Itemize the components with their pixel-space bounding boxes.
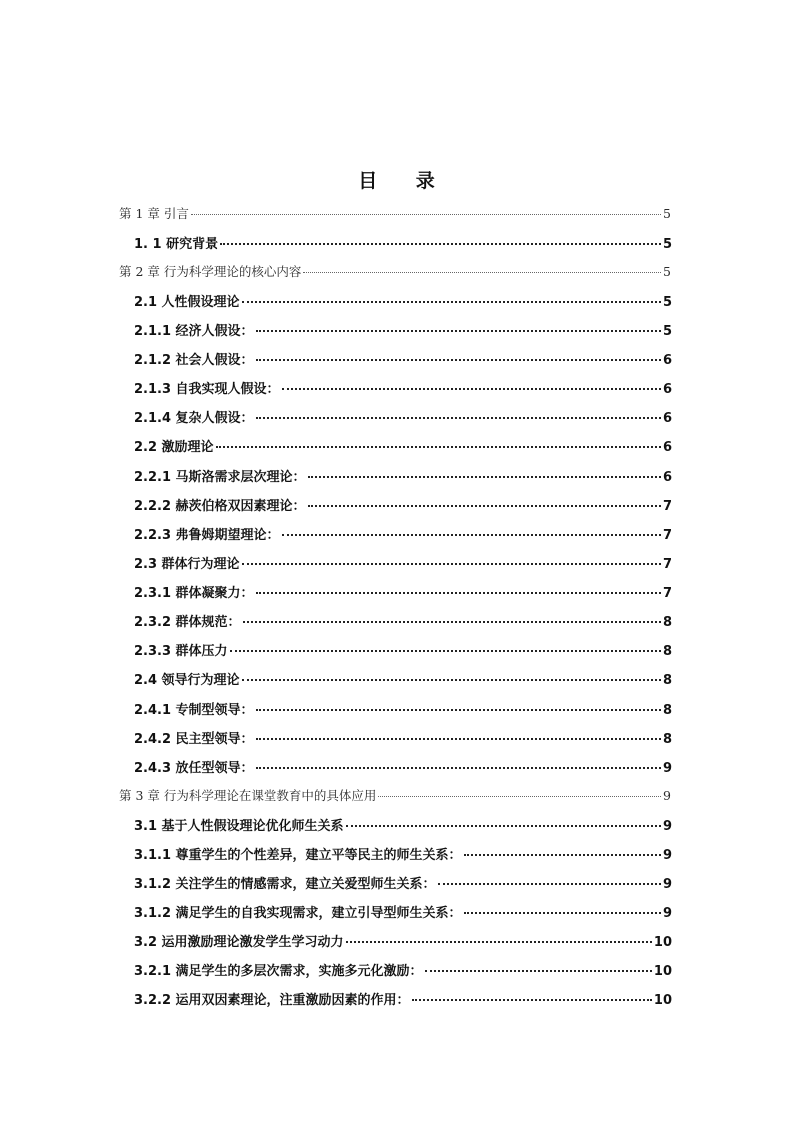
toc-entry-label: 2.1.4 复杂人假设： [134, 411, 254, 426]
toc-dot-leader [303, 272, 661, 273]
toc-dot-leader [256, 709, 661, 711]
toc-entry-label: 2.4.3 放任型领导： [134, 761, 254, 776]
toc-page-number: 9 [662, 877, 672, 892]
toc-dot-leader [438, 883, 661, 885]
toc-section-entry[interactable] [134, 873, 672, 892]
toc-section-entry[interactable] [134, 495, 672, 514]
toc-page-number: 8 [662, 615, 672, 630]
toc-entry-label: 2.3.3 群体压力 [134, 644, 228, 659]
toc-page-number: 9 [662, 819, 672, 834]
toc-page-number: 6 [662, 353, 672, 368]
toc-dot-leader [230, 650, 661, 652]
toc-chapter-entry[interactable] [119, 262, 671, 280]
toc-section-entry[interactable] [134, 640, 672, 659]
toc-entry-label: 2.3.2 群体规范： [134, 615, 241, 630]
toc-entry-label: 3.1.2 关注学生的情感需求，建立关爱型师生关系： [134, 877, 436, 892]
toc-dot-leader [256, 417, 661, 419]
toc-section-entry[interactable] [134, 699, 672, 718]
toc-dot-leader [425, 970, 652, 972]
toc-page-number: 10 [653, 964, 672, 979]
toc-entry-label: 2.1 人性假设理论 [134, 295, 240, 310]
toc-entry-label: 2.2.2 赫茨伯格双因素理论： [134, 499, 306, 514]
toc-section-entry[interactable] [134, 844, 672, 863]
toc-page-number: 9 [662, 906, 672, 921]
toc-dot-leader [346, 941, 652, 943]
toc-dot-leader [216, 446, 661, 448]
toc-entry-label: 3.2.1 满足学生的多层次需求，实施多元化激励： [134, 964, 423, 979]
toc-dot-leader [256, 330, 661, 332]
toc-section-entry[interactable] [134, 757, 672, 776]
toc-entry-label: 3.1.2 满足学生的自我实现需求，建立引导型师生关系： [134, 906, 462, 921]
toc-dot-leader [243, 621, 661, 623]
toc-section-entry[interactable] [134, 582, 672, 601]
toc-section-entry[interactable] [134, 407, 672, 426]
toc-page-number: 8 [662, 732, 672, 747]
toc-entry-label: 2.2.3 弗鲁姆期望理论： [134, 528, 280, 543]
toc-entry-label: 3.1.1 尊重学生的个性差异，建立平等民主的师生关系： [134, 848, 462, 863]
toc-page-number: 7 [662, 586, 672, 601]
toc-page-number: 8 [662, 703, 672, 718]
toc-page-number: 6 [662, 470, 672, 485]
toc-dot-leader [308, 476, 661, 478]
toc-dot-leader [378, 796, 661, 797]
toc-chapter-entry[interactable] [119, 204, 671, 222]
toc-dot-leader [346, 825, 661, 827]
toc-page-number: 5 [663, 206, 671, 221]
toc-section-entry[interactable] [134, 349, 672, 368]
toc-entry-label: 2.4.2 民主型领导： [134, 732, 254, 747]
toc-page-number: 10 [653, 935, 672, 950]
toc-page-number: 9 [662, 761, 672, 776]
toc-entry-label: 第 2 章 行为科学理论的核心内容 [119, 264, 302, 279]
toc-section-entry[interactable] [134, 291, 672, 310]
toc-entry-label: 第 3 章 行为科学理论在课堂教育中的具体应用 [119, 788, 377, 803]
toc-section-entry[interactable] [134, 524, 672, 543]
toc-dot-leader [464, 854, 661, 856]
toc-page-number: 10 [653, 993, 672, 1008]
toc-dot-leader [191, 214, 661, 215]
toc-entry-label: 3.1 基于人性假设理论优化师生关系 [134, 819, 344, 834]
toc-entry-label: 2.1.1 经济人假设： [134, 324, 254, 339]
toc-section-entry[interactable] [134, 436, 672, 455]
toc-dot-leader [282, 388, 661, 390]
toc-page-number: 8 [662, 644, 672, 659]
toc-entry-label: 3.2 运用激励理论激发学生学习动力 [134, 935, 344, 950]
toc-dot-leader [412, 999, 652, 1001]
toc-page-number: 6 [662, 411, 672, 426]
toc-dot-leader [256, 359, 661, 361]
toc-page-number: 7 [662, 557, 672, 572]
toc-page-number: 5 [662, 295, 672, 310]
toc-dot-leader [242, 563, 661, 565]
toc-section-entry[interactable] [134, 728, 672, 747]
toc-section-entry[interactable] [134, 466, 672, 485]
toc-section-entry[interactable] [134, 669, 672, 688]
toc-dot-leader [242, 301, 661, 303]
toc-dot-leader [242, 679, 661, 681]
toc-entry-label: 3.2.2 运用双因素理论，注重激励因素的作用： [134, 993, 410, 1008]
toc-section-entry[interactable] [134, 815, 672, 834]
toc-entry-label: 2.4 领导行为理论 [134, 673, 240, 688]
toc-page-number: 6 [662, 382, 672, 397]
toc-dot-leader [256, 767, 661, 769]
toc-page-number: 5 [662, 237, 672, 252]
toc-section-entry[interactable] [134, 320, 672, 339]
toc-dot-leader [308, 505, 661, 507]
toc-dot-leader [282, 534, 661, 536]
toc-entry-label: 2.1.3 自我实现人假设： [134, 382, 280, 397]
toc-section-entry[interactable] [134, 989, 672, 1008]
toc-entry-label: 2.3.1 群体凝聚力： [134, 586, 254, 601]
toc-page-number: 5 [663, 264, 671, 279]
toc-page-number: 9 [663, 788, 671, 803]
toc-section-entry[interactable] [134, 378, 672, 397]
toc-title: 目 录 [358, 170, 451, 192]
toc-dot-leader [256, 738, 661, 740]
toc-entry-label: 第 1 章 引言 [119, 206, 189, 221]
toc-entry-label: 2.2 激励理论 [134, 440, 214, 455]
toc-entry-label: 2.1.2 社会人假设： [134, 353, 254, 368]
toc-section-entry[interactable] [134, 611, 672, 630]
toc-chapter-entry[interactable] [119, 786, 671, 804]
toc-dot-leader [256, 592, 661, 594]
toc-page-number: 7 [662, 528, 672, 543]
toc-page-number: 7 [662, 499, 672, 514]
toc-entry-label: 1. 1 研究背景 [134, 237, 219, 252]
toc-section-entry[interactable] [134, 960, 672, 979]
toc-page-number: 6 [662, 440, 672, 455]
toc-entry-label: 2.3 群体行为理论 [134, 557, 240, 572]
toc-dot-leader [220, 243, 661, 245]
toc-section-entry[interactable] [134, 931, 672, 950]
toc-entry-label: 2.4.1 专制型领导： [134, 703, 254, 718]
toc-dot-leader [464, 912, 661, 914]
toc-page-number: 8 [662, 673, 672, 688]
toc-page-number: 5 [662, 324, 672, 339]
toc-section-entry[interactable] [134, 902, 672, 921]
toc-entry-label: 2.2.1 马斯洛需求层次理论： [134, 470, 306, 485]
toc-section-entry[interactable] [134, 553, 672, 572]
toc-section-entry[interactable] [134, 233, 672, 252]
toc-page-number: 9 [662, 848, 672, 863]
